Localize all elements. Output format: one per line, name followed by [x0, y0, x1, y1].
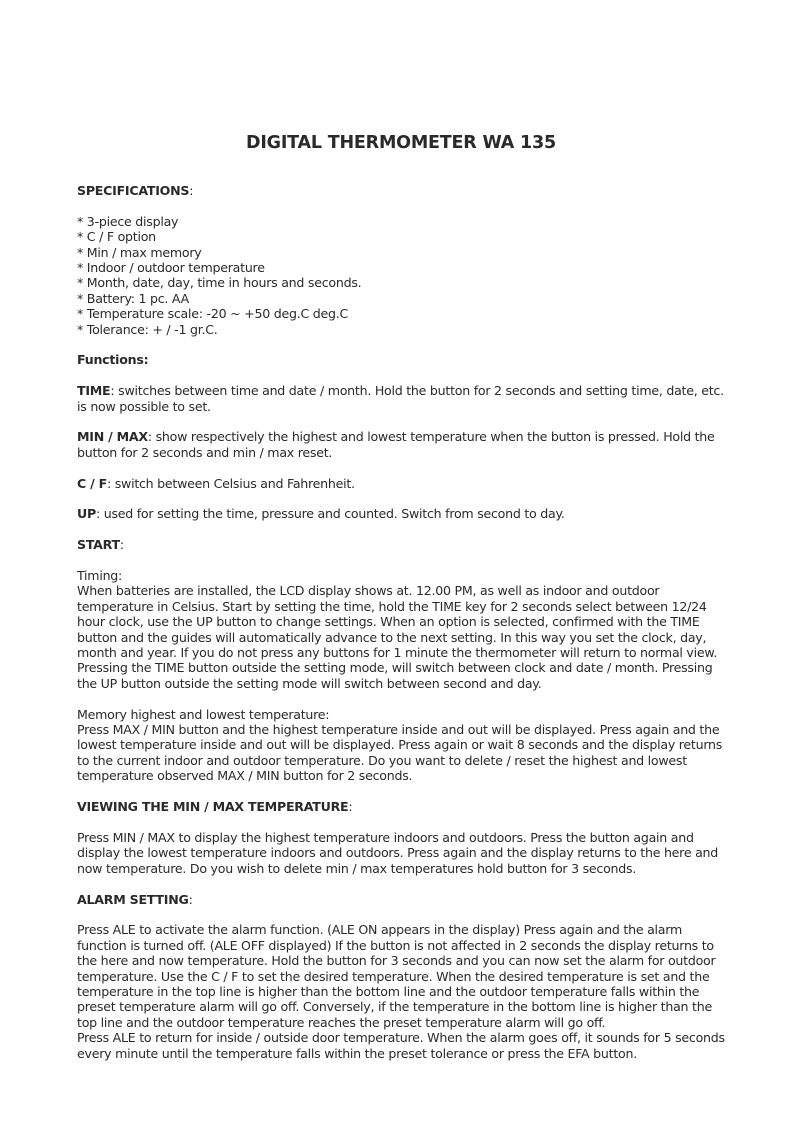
specifications-heading-suffix: :: [189, 183, 194, 198]
function-up-text: : used for setting the time, pressure and counted. Switch from second to day.: [95, 506, 565, 522]
spec-item: * Battery: 1 pc. AA: [77, 290, 190, 306]
viewing-heading: [77, 799, 731, 814]
function-up-label: UP: [77, 506, 96, 522]
spec-item: * C / F option: [77, 229, 156, 245]
alarm-text-2: Press ALE to return for inside / outside door temperature. When the alarm goes off, it sounds for 5 seconds every minute until the temperature falls within the preset tolerance or press the EFA button.: [77, 1030, 725, 1061]
spec-item: * Indoor / outdoor temperature: [77, 260, 265, 276]
specifications-heading-label: SPECIFICATIONS: [77, 183, 190, 198]
spec-item: * Min / max memory: [77, 244, 202, 260]
timing-text: When batteries are installed, the LCD display shows at. 12.00 PM, as well as indoor and outdoor temperature in Celsius. Start by setting the time, hold the TIME key for 2 seconds select between 12/24 hour clock, use the UP button to change settings. When an option is selected, confirmed with the TIME button and the guides will automatically advance to the next setting. In this way you set the clock, day, month and year. If you do not press any buttons for 1 minute the thermometer will return to normal view. Pressing the TIME button outside the setting mode, will switch between clock and date / month. Pressing the UP button outside the setting mode will switch between second and day.: [77, 583, 718, 691]
function-up: [77, 506, 731, 521]
alarm-text-1: Press ALE to activate the alarm function. (ALE ON appears in the display) Press again and the alarm function is turned off. (ALE OFF displayed) If the button is not affected in 2 seconds the display returns to the here and now temperature. Hold the button for 3 seconds and you can now set the alarm for outdoor temperature. Use the C / F to set the desired temperature. When the desired temperature is set and the temperature in the top line is higher than the bottom line and the outdoor temperature falls within the preset temperature alarm will go off. Conversely, if the temperature in the bottom line is higher than the top line and the outdoor temperature reaches the preset temperature alarm will go off.: [77, 922, 716, 1030]
start-heading-suffix: :: [119, 537, 124, 553]
function-minmax-label: MIN / MAX: [77, 429, 148, 445]
function-cf: [77, 476, 731, 491]
function-cf-label: C / F: [77, 475, 107, 491]
specifications-list: [77, 214, 731, 337]
function-time: [77, 383, 731, 414]
memory-label: Memory highest and lowest temperature:: [77, 706, 330, 722]
viewing-text: Press MIN / MAX to display the highest temperature indoors and outdoors. Press the button again and display the lowest temperature indoors and outdoors. Press again and the display returns to the here and now temperature. Do you wish to delete min / max temperatures hold button for 3 seconds.: [77, 829, 719, 876]
spec-item: * 3-piece display: [77, 213, 179, 229]
functions-heading: Functions:: [77, 352, 149, 368]
spec-item: * Tolerance: + / -1 gr.C.: [77, 321, 218, 337]
function-cf-text: : switch between Celsius and Fahrenheit.: [106, 475, 355, 491]
viewing-heading-label: VIEWING THE MIN / MAX TEMPERATURE: [77, 799, 349, 815]
specifications-heading: [77, 183, 731, 198]
document-title: DIGITAL THERMOMETER WA 135: [246, 133, 556, 153]
start-heading: [77, 537, 731, 552]
start-heading-label: START: [77, 537, 120, 553]
spec-item: * Temperature scale: -20 ~ +50 deg.C deg.C: [77, 306, 349, 322]
alarm-heading-suffix: :: [188, 891, 193, 907]
document-body: [77, 183, 731, 1061]
function-time-label: TIME: [77, 383, 111, 399]
alarm-heading-label: ALARM SETTING: [77, 891, 189, 907]
viewing-heading-suffix: :: [348, 799, 353, 815]
spec-item: * Month, date, day, time in hours and seconds.: [77, 275, 362, 291]
function-minmax: [77, 429, 731, 460]
alarm-heading: [77, 892, 731, 907]
function-minmax-text: : show respectively the highest and lowest temperature when the button is pressed. Hold the button for 2 seconds and min / max reset.: [77, 429, 715, 460]
memory-text: Press MAX / MIN button and the highest temperature inside and out will be displayed. Press again and the lowest temperature inside and out will be displayed. Press again or wait 8 seconds and the display returns to the current indoor and outdoor temperature. Do you want to delete / reset the highest and lowest temperature observed MAX / MIN button for 2 seconds.: [77, 722, 723, 784]
timing-label: Timing:: [77, 568, 123, 584]
function-time-text: : switches between time and date / month. Hold the button for 2 seconds and setting time, date, etc. is now possible to set.: [77, 383, 724, 414]
